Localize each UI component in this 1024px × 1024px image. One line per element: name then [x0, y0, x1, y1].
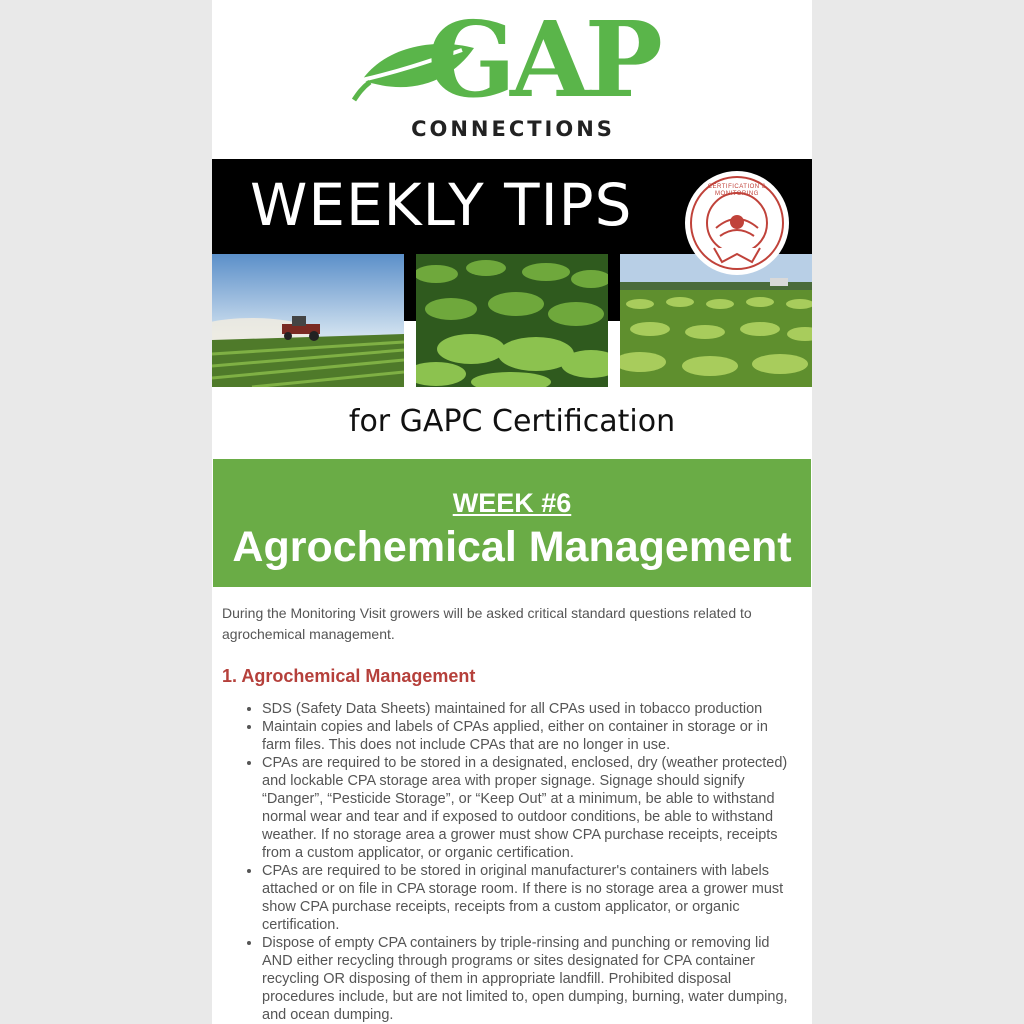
subtitle: for GAPC Certification	[348, 404, 676, 439]
list-item: • CPAs are required to be stored in a designated, enclosed, dry (weather protected) and lockable CPA storage area with proper signage. Signage should signify “Danger”, “Pesticide Storage”, or “Keep Out” at a minimum, be able to withstand normal wear and tear and if exposed to outdoor conditions, be able to withstand weather. If no storage area a grower must show CPA purchase receipts, receipts from a custom applicator, or organic certification.	[262, 754, 792, 862]
intro-paragraph: During the Monitoring Visit growers will be asked critical standard questions related to agrochemical management.	[222, 605, 752, 642]
week-banner	[213, 459, 811, 587]
banner-title: WEEKLY TIPS	[250, 171, 633, 239]
photo-divider	[404, 254, 416, 321]
logo-subtext: CONNECTIONS	[411, 117, 615, 141]
photo-divider	[608, 254, 620, 321]
list-item: • SDS (Safety Data Sheets) maintained for all CPAs used in tobacco production	[262, 700, 792, 718]
tips-list	[222, 700, 792, 1024]
logo-wordmark: GAP	[427, 0, 657, 121]
newsletter-page	[212, 0, 812, 1024]
section-heading: 1. Agrochemical Management	[222, 666, 476, 686]
list-item: • Maintain copies and labels of CPAs applied, either on container in storage or in farm files. This does not include CPAs that are no longer in use.	[262, 718, 792, 754]
certification-seal	[684, 170, 790, 276]
gap-connections-logo	[212, 0, 812, 159]
tobacco-plants-closeup-photo	[416, 254, 608, 387]
tractor-spraying-field-photo	[212, 254, 404, 387]
list-item: • Dispose of empty CPA containers by triple-rinsing and punching or removing lid AND either recycling through programs or sites designated for CPA container recycling OR disposing of them in appropriate landfill. Prohibited disposal procedures include, but are not limited to, open dumping, burning, water dumping, and ocean dumping.	[262, 934, 792, 1024]
seal-text: CERTIFICATION & MONITORING	[707, 184, 767, 197]
list-item: • CPAs are required to be stored in original manufacturer's containers with labels attached or on file in CPA storage room. If there is no storage area a grower must show CPA purchase receipts, receipts from a custom applicator, or organic certification.	[262, 862, 792, 934]
week-label: WEEK #6	[452, 488, 572, 518]
week-title: Agrochemical Management	[232, 523, 792, 571]
